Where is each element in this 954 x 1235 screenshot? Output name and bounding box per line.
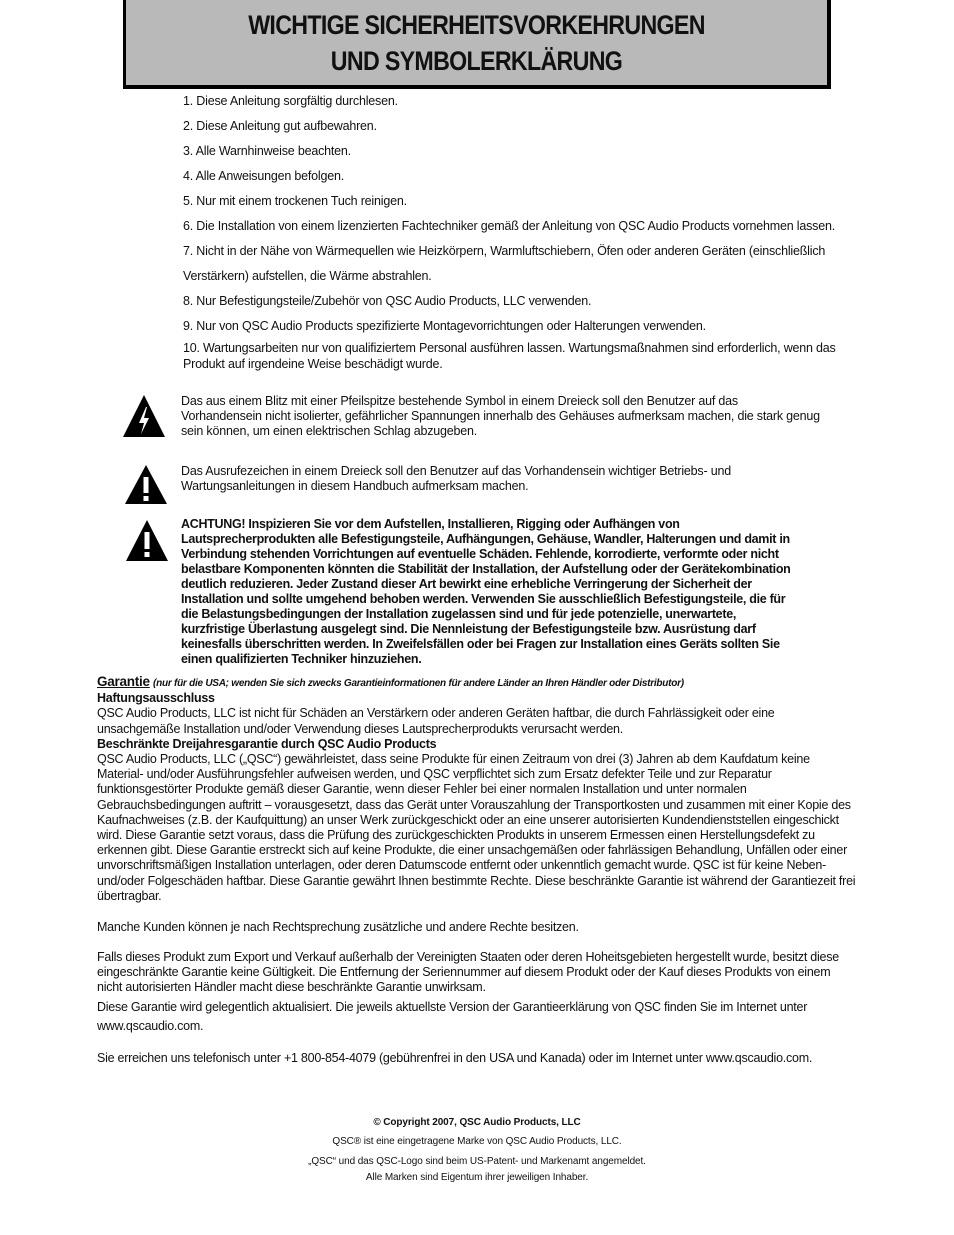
lightning-warning-icon <box>122 394 166 438</box>
warranty-subtitle: (nur für die USA; wenden Sie sich zwecks Garantieinformationen für andere Länder an Ihren Händler oder Distributor) <box>153 678 684 689</box>
list-item: Verstärkern) aufstellen, die Wärme abstrahlen. <box>183 269 432 283</box>
trademark-line: „QSC“ und das QSC-Logo sind beim US-Patent- und Markenamt angemeldet. <box>308 1156 646 1167</box>
exclamation-symbol-text: Das Ausrufezeichen in einem Dreieck soll den Benutzer auf das Vorhandensein wichtiger Betriebs- und Wartungsanleitungen in diesem Handbuch aufmerksam machen. <box>181 464 731 493</box>
lightning-symbol-text: Das aus einem Blitz mit einer Pfeilspitze bestehende Symbol in einem Dreieck soll den Benutzer auf das Vorhandensein nicht isolierter, gefährlicher Spannungen innerhalb des Gehäuses aufmerksam machen, die stark genug sein können, um einen elektrischen Schlag abzugeben. <box>181 394 820 438</box>
warranty-section <box>97 674 857 904</box>
copyright: © Copyright 2007, QSC Audio Products, LLC <box>373 1117 581 1128</box>
caution-warning-icon <box>125 519 169 562</box>
rights-paragraph: Manche Kunden können je nach Rechtsprechung zusätzliche und andere Rechte besitzen. <box>97 920 579 934</box>
list-item: 6. Die Installation von einem lizenzierten Fachtechniker gemäß der Anleitung von QSC Audio Products vornehmen lassen. <box>183 219 835 233</box>
warranty-title: Garantie <box>97 674 150 689</box>
contact-paragraph: Sie erreichen uns telefonisch unter +1 800-854-4079 (gebührenfrei in den USA und Kanada) oder im Internet unter www.qscaudio.com. <box>97 1051 813 1065</box>
list-item: 1. Diese Anleitung sorgfältig durchlesen. <box>183 94 398 108</box>
export-paragraph: Falls dieses Produkt zum Export und Verkauf außerhalb der Vereinigten Staaten oder deren Hoheitsgebieten hergestellt wurde, besitzt diese eingeschränkte Garantie keine Gültigkeit. Die Entfernung der Seriennummer auf diesem Produkt oder der Kauf dieses Produkts von einem nicht autorisierten Händler macht diese beschränkte Garantie unwirksam. <box>97 950 839 995</box>
page-title-line2: UND SYMBOLERKLÄRUNG <box>330 46 623 76</box>
list-item: 3. Alle Warnhinweise beachten. <box>183 144 351 158</box>
list-item: 10. Wartungsarbeiten nur von qualifiziertem Personal ausführen lassen. Wartungsmaßnahmen sind erforderlich, wenn das Produkt auf irgendeine Weise beschädigt wurde. <box>183 341 836 371</box>
list-item: 2. Diese Anleitung gut aufbewahren. <box>183 119 377 133</box>
list-item: 7. Nicht in der Nähe von Wärmequellen wie Heizkörpern, Warmluftschiebern, Öfen oder anderen Geräten (einschließlich <box>183 244 826 258</box>
list-item: 9. Nur von QSC Audio Products spezifizierte Montagevorrichtungen oder Halterungen verwenden. <box>183 319 706 333</box>
disclaimer-text: QSC Audio Products, LLC ist nicht für Schäden an Verstärkern oder anderen Geräten haftbar, die durch Fahrlässigkeit oder eine unsachgemäße Installation und/oder Verwendung dieses Lautsprecherprodukts verursacht werden. <box>97 706 775 736</box>
list-item: 8. Nur Befestigungsteile/Zubehör von QSC Audio Products, LLC verwenden. <box>183 294 592 308</box>
disclaimer-heading: Haftungsausschluss <box>97 691 215 706</box>
limited-warranty-text: QSC Audio Products, LLC („QSC“) gewährleistet, dass seine Produkte für einen Zeitraum von drei (3) Jahren ab dem Kaufdatum keine Material- und/oder Ausführungsfehler aufweisen werden, und QSC verpflichtet sich zum Ersatz defekter Teile und zur Reparatur funktionsgestörter Produkte gemäß dieser Garantie, wenn dieser Fehler bei einer normalen Installation und unter normalen Gebrauchsbedingungen auftritt – vorausgesetzt, dass das Gerät unter Vorauszahlung der Transportkosten und zusammen mit einer Kopie des Kaufnachweises (z.B. der Kaufquittung) an unser Werk zurückgeschickt oder an eine unserer autorisierten Kundendienststellen eingeschickt wird. Diese Garantie setzt voraus, dass die Prüfung des zurückgeschickten Produkts in unserem Ermessen einen Herstellungsdefekt zu erkennen gibt. Diese Garantie erstreckt sich auf keine Produkte, die einer unsachgemäßen oder fahrlässigen Behandlung, Unfällen oder einer unvorschriftsmäßigen Installation unterlagen, oder deren Datumscode entfernt oder unkenntlich gemacht wurde. QSC ist für keine Neben- und/oder Folgeschäden haftbar. Diese Garantie gewährt Ihnen bestimmte Rechte. Diese beschränkte Garantie ist während der Garantiezeit frei übertragbar. <box>97 752 856 903</box>
list-item: 5. Nur mit einem trockenen Tuch reinigen. <box>183 194 407 208</box>
warranty-heading-row <box>97 674 857 691</box>
exclamation-warning-icon <box>124 464 168 505</box>
limited-warranty-heading: Beschränkte Dreijahresgarantie durch QSC Audio Products <box>97 736 437 751</box>
website-link[interactable]: www.qscaudio.com. <box>97 1019 204 1033</box>
list-item: 4. Alle Anweisungen befolgen. <box>183 169 344 183</box>
page-title-line1: WICHTIGE SICHERHEITSVORKEHRUNGEN <box>248 10 705 40</box>
update-paragraph: Diese Garantie wird gelegentlich aktualisiert. Die jeweils aktuellste Version der Garantieerklärung von QSC finden Sie im Internet unter <box>97 1000 808 1014</box>
trademark-line: Alle Marken sind Eigentum ihrer jeweiligen Inhaber. <box>365 1172 589 1183</box>
header-box <box>123 0 831 89</box>
trademark-line: QSC® ist eine eingetragene Marke von QSC Audio Products, LLC. <box>332 1136 622 1147</box>
caution-text: ACHTUNG! Inspizieren Sie vor dem Aufstellen, Installieren, Rigging oder Aufhängen von Lautsprecherprodukten alle Befestigungsteile, Aufhängungen, Gehäuse, Wandler, Halterungen und damit in Verbindung stehenden Vorrichtungen auf eventuelle Schäden. Fehlende, korrodierte, verformte oder nicht belastbare Komponenten könnten die Stabilität der Installation, der Aufstellung oder der Gerätekombination deutlich reduzieren. Jeder Zustand dieser Art bewirkt eine erhebliche Verringerung der Sicherheit der Installation und sollte umgehend behoben werden. Verwenden Sie ausschließlich Befestigungsteile, die für die Belastungsbedingungen der Installation zugelassen sind und für jede potenzielle, unerwartete, kurzfristige Überlastung ausgelegt sind. Die Nennleistung der Befestigungsteile bzw. Ausrüstung darf keinesfalls überschritten werden. In Zweifelsfällen oder bei Fragen zur Installation eines Geräts sollten Sie einen qualifizierten Techniker hinzuziehen. <box>181 517 791 666</box>
